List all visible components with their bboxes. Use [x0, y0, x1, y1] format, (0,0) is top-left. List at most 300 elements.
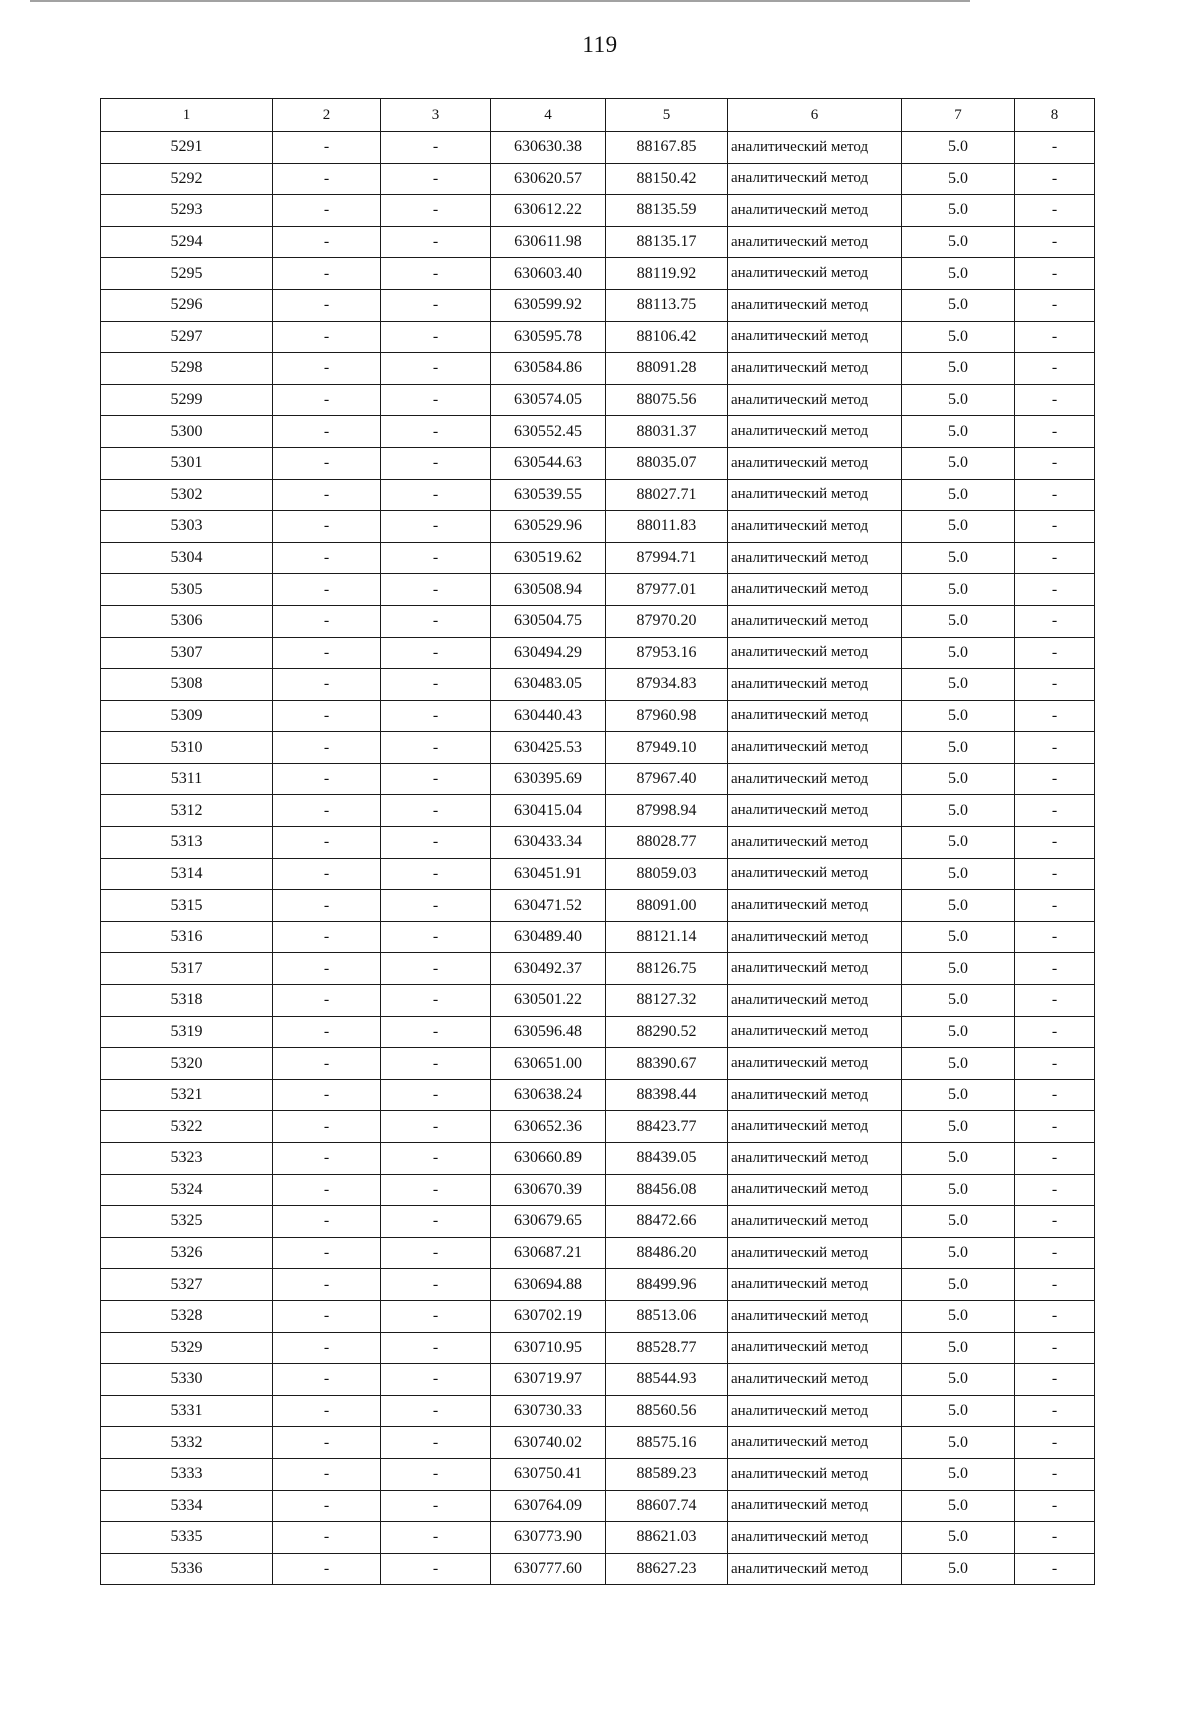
x-coordinate-cell: 630777.60: [491, 1553, 606, 1585]
column-header: 2: [273, 99, 381, 132]
column-3-cell: -: [381, 953, 491, 985]
column-8-cell: -: [1015, 827, 1095, 859]
point-number-cell: 5334: [101, 1490, 273, 1522]
column-2-cell: -: [273, 542, 381, 574]
column-8-cell: -: [1015, 1553, 1095, 1585]
x-coordinate-cell: 630519.62: [491, 542, 606, 574]
point-number-cell: 5297: [101, 321, 273, 353]
table-row: [101, 1111, 1095, 1143]
accuracy-cell: 5.0: [902, 1143, 1015, 1175]
x-coordinate-cell: 630611.98: [491, 226, 606, 258]
table-row: [101, 763, 1095, 795]
column-2-cell: -: [273, 858, 381, 890]
point-number-cell: 5300: [101, 416, 273, 448]
x-coordinate-cell: 630630.38: [491, 132, 606, 164]
column-8-cell: -: [1015, 1458, 1095, 1490]
accuracy-cell: 5.0: [902, 1079, 1015, 1111]
column-3-cell: -: [381, 132, 491, 164]
point-number-cell: 5320: [101, 1048, 273, 1080]
column-3-cell: -: [381, 1237, 491, 1269]
column-2-cell: -: [273, 353, 381, 385]
point-number-cell: 5324: [101, 1174, 273, 1206]
x-coordinate-cell: 630670.39: [491, 1174, 606, 1206]
y-coordinate-cell: 88121.14: [606, 921, 728, 953]
point-number-cell: 5292: [101, 163, 273, 195]
column-2-cell: -: [273, 1016, 381, 1048]
column-3-cell: -: [381, 921, 491, 953]
x-coordinate-cell: 630504.75: [491, 605, 606, 637]
table-row: [101, 384, 1095, 416]
point-number-cell: 5322: [101, 1111, 273, 1143]
accuracy-cell: 5.0: [902, 416, 1015, 448]
y-coordinate-cell: 88091.28: [606, 353, 728, 385]
accuracy-cell: 5.0: [902, 985, 1015, 1017]
column-3-cell: -: [381, 669, 491, 701]
method-cell: аналитический метод: [728, 795, 902, 827]
table-row: [101, 195, 1095, 227]
method-cell: аналитический метод: [728, 1016, 902, 1048]
column-8-cell: -: [1015, 416, 1095, 448]
column-3-cell: -: [381, 1016, 491, 1048]
accuracy-cell: 5.0: [902, 669, 1015, 701]
x-coordinate-cell: 630730.33: [491, 1395, 606, 1427]
point-number-cell: 5305: [101, 574, 273, 606]
column-8-cell: -: [1015, 1332, 1095, 1364]
table-row: [101, 1079, 1095, 1111]
x-coordinate-cell: 630508.94: [491, 574, 606, 606]
y-coordinate-cell: 88035.07: [606, 447, 728, 479]
x-coordinate-cell: 630710.95: [491, 1332, 606, 1364]
x-coordinate-cell: 630544.63: [491, 447, 606, 479]
x-coordinate-cell: 630638.24: [491, 1079, 606, 1111]
column-2-cell: -: [273, 1522, 381, 1554]
column-8-cell: -: [1015, 321, 1095, 353]
x-coordinate-cell: 630574.05: [491, 384, 606, 416]
x-coordinate-cell: 630425.53: [491, 732, 606, 764]
table-row: [101, 1553, 1095, 1585]
column-2-cell: -: [273, 1174, 381, 1206]
table-row: [101, 669, 1095, 701]
table-row: [101, 353, 1095, 385]
column-2-cell: -: [273, 1143, 381, 1175]
table-row: [101, 1048, 1095, 1080]
accuracy-cell: 5.0: [902, 1174, 1015, 1206]
accuracy-cell: 5.0: [902, 1237, 1015, 1269]
column-8-cell: -: [1015, 985, 1095, 1017]
method-cell: аналитический метод: [728, 1111, 902, 1143]
column-3-cell: -: [381, 416, 491, 448]
column-2-cell: -: [273, 669, 381, 701]
method-cell: аналитический метод: [728, 1079, 902, 1111]
point-number-cell: 5293: [101, 195, 273, 227]
point-number-cell: 5315: [101, 890, 273, 922]
column-2-cell: -: [273, 321, 381, 353]
x-coordinate-cell: 630415.04: [491, 795, 606, 827]
column-3-cell: -: [381, 226, 491, 258]
table-row: [101, 1206, 1095, 1238]
column-2-cell: -: [273, 921, 381, 953]
table-row: [101, 795, 1095, 827]
column-8-cell: -: [1015, 511, 1095, 543]
column-2-cell: -: [273, 1458, 381, 1490]
column-3-cell: -: [381, 574, 491, 606]
point-number-cell: 5291: [101, 132, 273, 164]
y-coordinate-cell: 88028.77: [606, 827, 728, 859]
y-coordinate-cell: 88135.59: [606, 195, 728, 227]
accuracy-cell: 5.0: [902, 1016, 1015, 1048]
table-row: [101, 289, 1095, 321]
coordinates-table: [100, 98, 1095, 1585]
column-3-cell: -: [381, 1522, 491, 1554]
table-row: [101, 700, 1095, 732]
accuracy-cell: 5.0: [902, 1553, 1015, 1585]
column-8-cell: -: [1015, 700, 1095, 732]
y-coordinate-cell: 88398.44: [606, 1079, 728, 1111]
table-row: [101, 890, 1095, 922]
x-coordinate-cell: 630679.65: [491, 1206, 606, 1238]
column-header: 3: [381, 99, 491, 132]
column-3-cell: -: [381, 1143, 491, 1175]
column-8-cell: -: [1015, 1079, 1095, 1111]
column-8-cell: -: [1015, 1016, 1095, 1048]
method-cell: аналитический метод: [728, 1427, 902, 1459]
x-coordinate-cell: 630440.43: [491, 700, 606, 732]
method-cell: аналитический метод: [728, 132, 902, 164]
column-2-cell: -: [273, 1300, 381, 1332]
point-number-cell: 5329: [101, 1332, 273, 1364]
method-cell: аналитический метод: [728, 511, 902, 543]
accuracy-cell: 5.0: [902, 447, 1015, 479]
column-8-cell: -: [1015, 795, 1095, 827]
column-2-cell: -: [273, 637, 381, 669]
method-cell: аналитический метод: [728, 605, 902, 637]
column-2-cell: -: [273, 763, 381, 795]
point-number-cell: 5331: [101, 1395, 273, 1427]
table-row: [101, 226, 1095, 258]
point-number-cell: 5298: [101, 353, 273, 385]
column-8-cell: -: [1015, 1490, 1095, 1522]
method-cell: аналитический метод: [728, 353, 902, 385]
column-8-cell: -: [1015, 858, 1095, 890]
method-cell: аналитический метод: [728, 1237, 902, 1269]
accuracy-cell: 5.0: [902, 1332, 1015, 1364]
column-8-cell: -: [1015, 447, 1095, 479]
point-number-cell: 5336: [101, 1553, 273, 1585]
accuracy-cell: 5.0: [902, 195, 1015, 227]
column-3-cell: -: [381, 985, 491, 1017]
accuracy-cell: 5.0: [902, 542, 1015, 574]
accuracy-cell: 5.0: [902, 574, 1015, 606]
method-cell: аналитический метод: [728, 163, 902, 195]
column-3-cell: -: [381, 542, 491, 574]
y-coordinate-cell: 88075.56: [606, 384, 728, 416]
column-3-cell: -: [381, 321, 491, 353]
column-3-cell: -: [381, 1395, 491, 1427]
x-coordinate-cell: 630740.02: [491, 1427, 606, 1459]
x-coordinate-cell: 630651.00: [491, 1048, 606, 1080]
accuracy-cell: 5.0: [902, 258, 1015, 290]
column-8-cell: -: [1015, 384, 1095, 416]
column-3-cell: -: [381, 827, 491, 859]
x-coordinate-cell: 630750.41: [491, 1458, 606, 1490]
column-header: 6: [728, 99, 902, 132]
column-3-cell: -: [381, 353, 491, 385]
column-8-cell: -: [1015, 226, 1095, 258]
point-number-cell: 5335: [101, 1522, 273, 1554]
x-coordinate-cell: 630596.48: [491, 1016, 606, 1048]
point-number-cell: 5327: [101, 1269, 273, 1301]
method-cell: аналитический метод: [728, 921, 902, 953]
method-cell: аналитический метод: [728, 542, 902, 574]
table-row: [101, 985, 1095, 1017]
point-number-cell: 5301: [101, 447, 273, 479]
x-coordinate-cell: 630694.88: [491, 1269, 606, 1301]
accuracy-cell: 5.0: [902, 1427, 1015, 1459]
table-row: [101, 447, 1095, 479]
x-coordinate-cell: 630492.37: [491, 953, 606, 985]
column-8-cell: -: [1015, 1048, 1095, 1080]
column-8-cell: -: [1015, 953, 1095, 985]
method-cell: аналитический метод: [728, 1522, 902, 1554]
y-coordinate-cell: 88456.08: [606, 1174, 728, 1206]
column-3-cell: -: [381, 447, 491, 479]
method-cell: аналитический метод: [728, 574, 902, 606]
column-2-cell: -: [273, 795, 381, 827]
x-coordinate-cell: 630612.22: [491, 195, 606, 227]
y-coordinate-cell: 88439.05: [606, 1143, 728, 1175]
y-coordinate-cell: 88119.92: [606, 258, 728, 290]
accuracy-cell: 5.0: [902, 1395, 1015, 1427]
column-2-cell: -: [273, 1553, 381, 1585]
y-coordinate-cell: 87970.20: [606, 605, 728, 637]
point-number-cell: 5323: [101, 1143, 273, 1175]
x-coordinate-cell: 630719.97: [491, 1364, 606, 1396]
column-3-cell: -: [381, 1427, 491, 1459]
table-row: [101, 605, 1095, 637]
column-2-cell: -: [273, 1395, 381, 1427]
column-3-cell: -: [381, 1300, 491, 1332]
accuracy-cell: 5.0: [902, 1048, 1015, 1080]
column-8-cell: -: [1015, 1395, 1095, 1427]
accuracy-cell: 5.0: [902, 953, 1015, 985]
table-row: [101, 1016, 1095, 1048]
column-3-cell: -: [381, 890, 491, 922]
column-8-cell: -: [1015, 479, 1095, 511]
column-3-cell: -: [381, 1174, 491, 1206]
x-coordinate-cell: 630687.21: [491, 1237, 606, 1269]
accuracy-cell: 5.0: [902, 479, 1015, 511]
accuracy-cell: 5.0: [902, 921, 1015, 953]
column-3-cell: -: [381, 637, 491, 669]
y-coordinate-cell: 88027.71: [606, 479, 728, 511]
column-3-cell: -: [381, 163, 491, 195]
column-2-cell: -: [273, 226, 381, 258]
accuracy-cell: 5.0: [902, 700, 1015, 732]
table-row: [101, 511, 1095, 543]
column-2-cell: -: [273, 1206, 381, 1238]
column-3-cell: -: [381, 384, 491, 416]
column-8-cell: -: [1015, 921, 1095, 953]
method-cell: аналитический метод: [728, 1490, 902, 1522]
y-coordinate-cell: 88135.17: [606, 226, 728, 258]
table-row: [101, 1490, 1095, 1522]
column-3-cell: -: [381, 763, 491, 795]
column-8-cell: -: [1015, 1206, 1095, 1238]
column-2-cell: -: [273, 416, 381, 448]
table-row: [101, 321, 1095, 353]
column-2-cell: -: [273, 447, 381, 479]
y-coordinate-cell: 88106.42: [606, 321, 728, 353]
point-number-cell: 5294: [101, 226, 273, 258]
point-number-cell: 5321: [101, 1079, 273, 1111]
y-coordinate-cell: 87934.83: [606, 669, 728, 701]
accuracy-cell: 5.0: [902, 353, 1015, 385]
x-coordinate-cell: 630599.92: [491, 289, 606, 321]
column-2-cell: -: [273, 384, 381, 416]
method-cell: аналитический метод: [728, 1174, 902, 1206]
method-cell: аналитический метод: [728, 669, 902, 701]
point-number-cell: 5299: [101, 384, 273, 416]
column-2-cell: -: [273, 732, 381, 764]
point-number-cell: 5326: [101, 1237, 273, 1269]
table-row: [101, 542, 1095, 574]
method-cell: аналитический метод: [728, 1332, 902, 1364]
y-coordinate-cell: 87967.40: [606, 763, 728, 795]
y-coordinate-cell: 88290.52: [606, 1016, 728, 1048]
table-row: [101, 1364, 1095, 1396]
column-3-cell: -: [381, 1332, 491, 1364]
x-coordinate-cell: 630660.89: [491, 1143, 606, 1175]
y-coordinate-cell: 87949.10: [606, 732, 728, 764]
y-coordinate-cell: 88544.93: [606, 1364, 728, 1396]
table-row: [101, 258, 1095, 290]
column-8-cell: -: [1015, 763, 1095, 795]
table-row: [101, 574, 1095, 606]
y-coordinate-cell: 87953.16: [606, 637, 728, 669]
point-number-cell: 5311: [101, 763, 273, 795]
point-number-cell: 5325: [101, 1206, 273, 1238]
point-number-cell: 5319: [101, 1016, 273, 1048]
method-cell: аналитический метод: [728, 289, 902, 321]
column-8-cell: -: [1015, 542, 1095, 574]
method-cell: аналитический метод: [728, 700, 902, 732]
y-coordinate-cell: 88607.74: [606, 1490, 728, 1522]
page-number: 119: [582, 32, 618, 57]
scan-top-edge: [30, 0, 970, 2]
x-coordinate-cell: 630529.96: [491, 511, 606, 543]
accuracy-cell: 5.0: [902, 827, 1015, 859]
point-number-cell: 5313: [101, 827, 273, 859]
method-cell: аналитический метод: [728, 1458, 902, 1490]
column-2-cell: -: [273, 1427, 381, 1459]
column-3-cell: -: [381, 289, 491, 321]
point-number-cell: 5316: [101, 921, 273, 953]
point-number-cell: 5309: [101, 700, 273, 732]
y-coordinate-cell: 88126.75: [606, 953, 728, 985]
accuracy-cell: 5.0: [902, 289, 1015, 321]
y-coordinate-cell: 88589.23: [606, 1458, 728, 1490]
x-coordinate-cell: 630603.40: [491, 258, 606, 290]
y-coordinate-cell: 87998.94: [606, 795, 728, 827]
table-body: [101, 132, 1095, 1585]
accuracy-cell: 5.0: [902, 858, 1015, 890]
x-coordinate-cell: 630620.57: [491, 163, 606, 195]
point-number-cell: 5330: [101, 1364, 273, 1396]
method-cell: аналитический метод: [728, 732, 902, 764]
column-8-cell: -: [1015, 1427, 1095, 1459]
x-coordinate-cell: 630483.05: [491, 669, 606, 701]
column-2-cell: -: [273, 1237, 381, 1269]
point-number-cell: 5312: [101, 795, 273, 827]
column-3-cell: -: [381, 1364, 491, 1396]
accuracy-cell: 5.0: [902, 1300, 1015, 1332]
point-number-cell: 5307: [101, 637, 273, 669]
column-8-cell: -: [1015, 1111, 1095, 1143]
accuracy-cell: 5.0: [902, 1111, 1015, 1143]
point-number-cell: 5328: [101, 1300, 273, 1332]
table-row: [101, 1143, 1095, 1175]
column-3-cell: -: [381, 1490, 491, 1522]
column-3-cell: -: [381, 858, 491, 890]
method-cell: аналитический метод: [728, 890, 902, 922]
method-cell: аналитический метод: [728, 763, 902, 795]
column-3-cell: -: [381, 1206, 491, 1238]
column-2-cell: -: [273, 479, 381, 511]
method-cell: аналитический метод: [728, 1553, 902, 1585]
column-3-cell: -: [381, 1111, 491, 1143]
method-cell: аналитический метод: [728, 258, 902, 290]
y-coordinate-cell: 88423.77: [606, 1111, 728, 1143]
column-8-cell: -: [1015, 1143, 1095, 1175]
column-2-cell: -: [273, 258, 381, 290]
method-cell: аналитический метод: [728, 953, 902, 985]
table-row: [101, 827, 1095, 859]
accuracy-cell: 5.0: [902, 605, 1015, 637]
method-cell: аналитический метод: [728, 226, 902, 258]
column-2-cell: -: [273, 953, 381, 985]
column-2-cell: -: [273, 985, 381, 1017]
method-cell: аналитический метод: [728, 1395, 902, 1427]
column-2-cell: -: [273, 700, 381, 732]
column-3-cell: -: [381, 732, 491, 764]
method-cell: аналитический метод: [728, 637, 902, 669]
column-3-cell: -: [381, 258, 491, 290]
x-coordinate-cell: 630584.86: [491, 353, 606, 385]
accuracy-cell: 5.0: [902, 1458, 1015, 1490]
table-row: [101, 132, 1095, 164]
column-8-cell: -: [1015, 1269, 1095, 1301]
column-2-cell: -: [273, 511, 381, 543]
column-2-cell: -: [273, 574, 381, 606]
column-3-cell: -: [381, 605, 491, 637]
method-cell: аналитический метод: [728, 827, 902, 859]
column-header: 5: [606, 99, 728, 132]
column-8-cell: -: [1015, 732, 1095, 764]
table-row: [101, 1300, 1095, 1332]
column-8-cell: -: [1015, 1174, 1095, 1206]
column-2-cell: -: [273, 1269, 381, 1301]
point-number-cell: 5308: [101, 669, 273, 701]
y-coordinate-cell: 87994.71: [606, 542, 728, 574]
y-coordinate-cell: 88059.03: [606, 858, 728, 890]
accuracy-cell: 5.0: [902, 384, 1015, 416]
accuracy-cell: 5.0: [902, 1490, 1015, 1522]
column-2-cell: -: [273, 1490, 381, 1522]
column-8-cell: -: [1015, 890, 1095, 922]
column-header: 4: [491, 99, 606, 132]
method-cell: аналитический метод: [728, 384, 902, 416]
accuracy-cell: 5.0: [902, 1206, 1015, 1238]
